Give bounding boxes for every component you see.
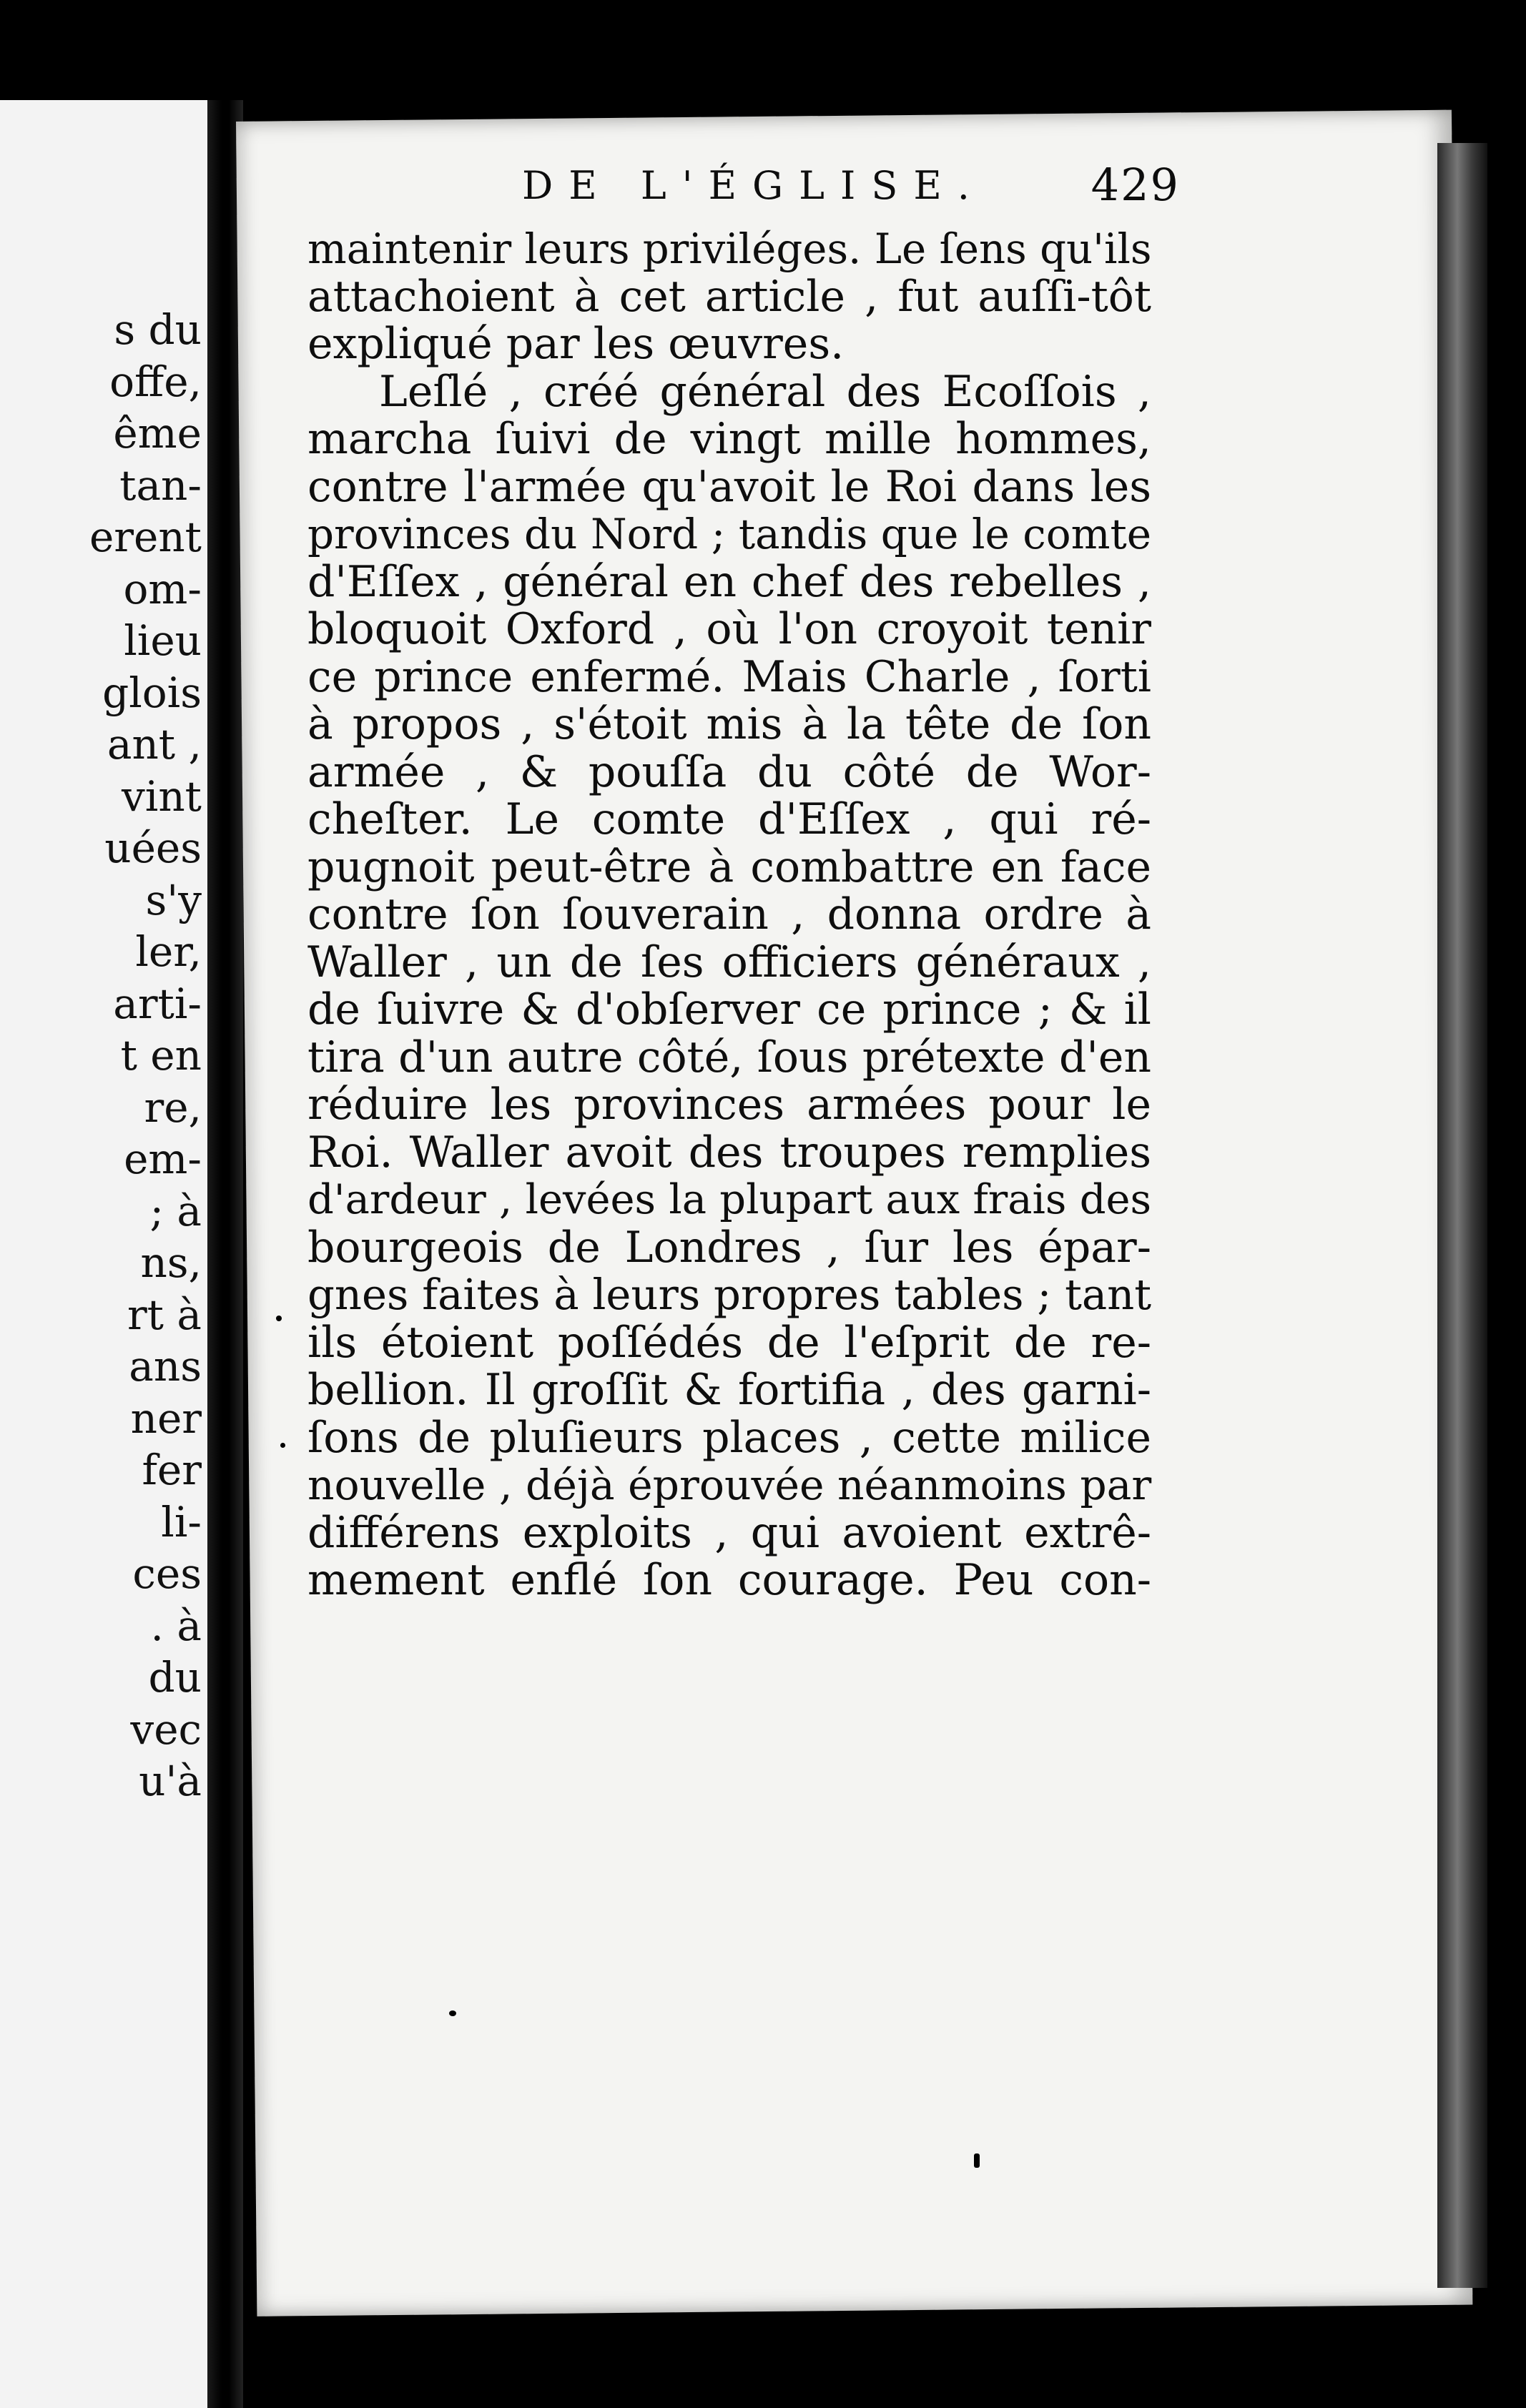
left-page-line: ême (113, 409, 202, 458)
left-page-line: ner (130, 1393, 202, 1443)
ink-speck (974, 2153, 980, 2168)
running-head (279, 159, 1180, 227)
text-line: marcha ſuivi de vingt mille hommes, (307, 414, 1151, 464)
text-line: contre ſon ſouverain , donna ordre à (307, 889, 1151, 939)
text-line: maintenir leurs priviléges. Le ſens qu'ils (307, 224, 1152, 273)
left-page-line: ler, (135, 927, 202, 976)
text-line: Leſlé , créé général des Ecoſſois , (379, 366, 1151, 417)
text-line: contre l'armée qu'avoit le Roi dans les (307, 461, 1151, 512)
text-line: bellion. Il groſſit & fortifia , des garni- (307, 1365, 1151, 1415)
left-page-line: s'y (145, 875, 202, 924)
text-line: bourgeois de Londres , ſur les épar- (307, 1222, 1151, 1273)
ink-speck (449, 2010, 456, 2016)
left-page-line: ; à (149, 1186, 202, 1235)
text-line: pugnoit peut-être à combattre en face (307, 842, 1151, 892)
left-page-line: glois (102, 668, 202, 717)
ink-speck (280, 1443, 285, 1448)
book-gutter (207, 100, 243, 2408)
text-line: bloquoit Oxford , où l'on croyoit tenir (307, 604, 1151, 654)
left-page-line: em- (124, 1135, 202, 1183)
left-page-line: re, (144, 1082, 202, 1132)
left-page-line: uées (104, 824, 202, 872)
text-line: à propos , s'étoit mis à la tête de ſon (307, 699, 1151, 749)
page-number: 429 (1091, 159, 1180, 211)
running-title: DE L'ÉGLISE. (522, 163, 985, 208)
left-page-line: ces (132, 1549, 202, 1598)
left-facing-page (0, 100, 207, 2408)
text-line: armée , & pouſſa du côté de Wor- (307, 746, 1151, 797)
left-page-line: ant , (107, 720, 202, 769)
left-page-line: erent (89, 513, 202, 561)
text-line: de ſuivre & d'obſerver ce prince ; & il (307, 985, 1151, 1035)
text-line: attachoient à cet article , fut auſſi-tôt (307, 271, 1151, 322)
text-line: ils étoient poſſédés de l'eſprit de re- (307, 1317, 1151, 1368)
text-line: d'ardeur , levées la plupart aux frais des (307, 1175, 1152, 1223)
text-line: différens exploits , qui avoient extrê- (307, 1507, 1151, 1558)
left-page-line: s du (114, 305, 202, 354)
left-page-line: vec (130, 1704, 202, 1754)
left-page-line: u'à (139, 1757, 202, 1805)
text-line: tira d'un autre côté, ſous prétexte d'en (307, 1032, 1151, 1082)
left-page-line: tan- (119, 460, 202, 510)
left-page-line: om- (123, 564, 202, 613)
page-edge (1437, 143, 1487, 2288)
text-line: ce prince enfermé. Mais Charle , ſorti (307, 651, 1151, 702)
text-line: Waller , un de ſes officiers généraux , (307, 937, 1151, 987)
text-line: mement enflé ſon courage. Peu con- (307, 1555, 1151, 1605)
text-line: nouvelle , déjà éprouvée néanmoins par (307, 1461, 1152, 1509)
text-line: provinces du Nord ; tandis que le comte (307, 510, 1151, 558)
left-page-line: arti- (113, 979, 202, 1028)
left-page-line: offe, (109, 357, 202, 406)
text-line: cheſter. Le comte d'Eſſex , qui ré- (307, 794, 1151, 844)
left-page-line: t en (120, 1031, 202, 1080)
left-page-line: lieu (124, 616, 202, 665)
left-page-line: . à (150, 1601, 202, 1650)
text-line: ſons de pluſieurs places , cette milice (307, 1412, 1151, 1463)
left-page-line: vint (122, 771, 202, 821)
text-line: gnes faites à leurs propres tables ; tant (307, 1270, 1152, 1319)
text-line: expliqué par les œuvres. (307, 319, 845, 369)
left-page-text-fragments (89, 304, 202, 1807)
left-page-line: du (148, 1653, 202, 1702)
text-line: d'Eſſex , général en chef des rebelles , (307, 556, 1151, 607)
body-text (307, 225, 1151, 1604)
left-page-line: ans (129, 1342, 202, 1391)
left-page-line: ns, (140, 1238, 202, 1287)
text-line: réduire les provinces armées pour le (307, 1080, 1151, 1130)
ink-speck (276, 1316, 282, 1321)
left-page-line: li- (161, 1497, 202, 1546)
text-line: Roi. Waller avoit des troupes remplies (307, 1127, 1151, 1178)
left-page-line: fer (142, 1446, 202, 1494)
left-page-line: rt à (127, 1290, 202, 1339)
